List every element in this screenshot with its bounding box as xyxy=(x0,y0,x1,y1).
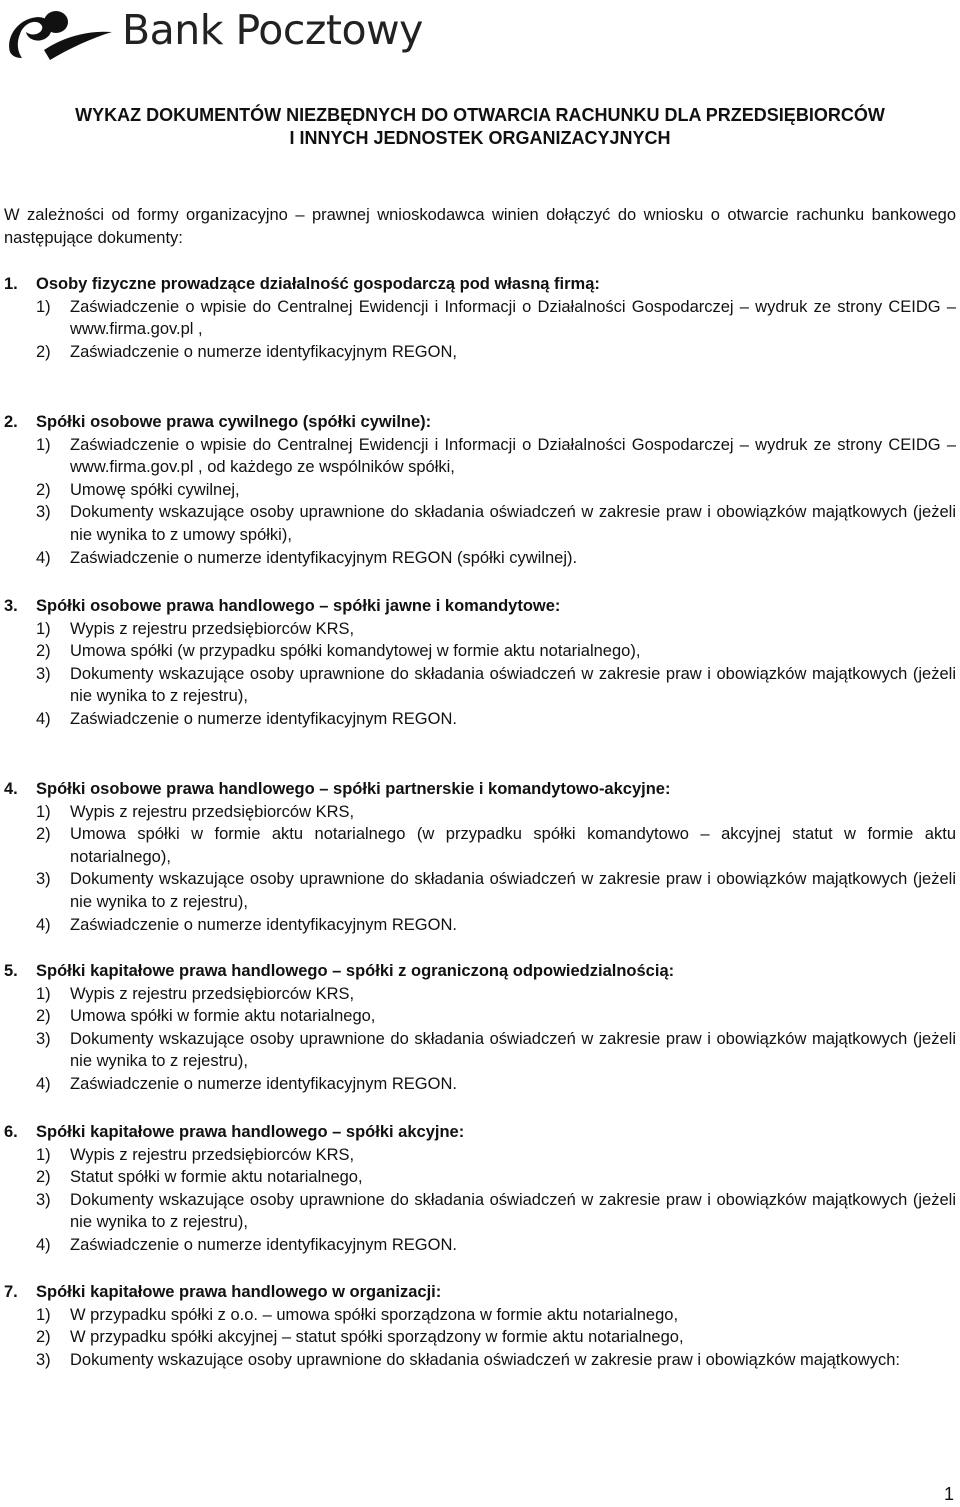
list-item xyxy=(4,434,956,479)
list-item xyxy=(4,663,956,708)
list-item-text: Umowa spółki (w przypadku spółki komandytowej w formie aktu notarialnego), xyxy=(70,642,641,661)
list-item-text: Umowę spółki cywilnej, xyxy=(70,480,240,499)
list-item xyxy=(4,547,956,570)
section-title xyxy=(4,595,956,618)
section-title-text: Spółki kapitałowe prawa handlowego – spółki akcyjne: xyxy=(36,1123,465,1141)
list-item-number: 4) xyxy=(36,709,51,728)
section xyxy=(4,778,956,936)
list-item-text: Zaświadczenie o numerze identyfikacyjnym REGON, xyxy=(70,342,457,361)
list-item-number: 4) xyxy=(36,548,51,567)
list-item-number: 4) xyxy=(36,1235,51,1254)
intro-paragraph: W zależności od formy organizacyjno – prawnej wnioskodawca winien dołączyć do wniosku o otwarcie rachunku bankowego następujące dokumenty: xyxy=(4,206,956,247)
section-title xyxy=(4,1121,956,1144)
list-item-text: Wypis z rejestru przedsiębiorców KRS, xyxy=(70,802,355,821)
list-item-text: Dokumenty wskazujące osoby uprawnione do składania oświadczeń w zakresie praw i obowiązków majątkowych (jeżeli nie wynika to z rejestru), xyxy=(70,1029,956,1071)
list-item-number: 3) xyxy=(36,870,51,889)
bank-logo-text: Bank Pocztowy xyxy=(122,6,423,54)
section-title-text: Osoby fizyczne prowadzące działalność gospodarczą pod własną firmą: xyxy=(36,275,600,293)
section-number: 1. xyxy=(4,275,18,293)
list-item-number: 3) xyxy=(36,1350,51,1369)
list-item xyxy=(4,640,956,663)
list-item xyxy=(4,914,956,937)
list-item-text: Zaświadczenie o wpisie do Centralnej Ewidencji i Informacji o Działalności Gospodarczej – wydruk ze strony CEIDG – www.firma.gov.pl , od każdego ze wspólników spółki, xyxy=(70,435,956,477)
section-title xyxy=(4,1281,956,1304)
list-item-number: 1) xyxy=(36,619,51,638)
list-item-number: 1) xyxy=(36,1305,51,1324)
section-title-text: Spółki osobowe prawa handlowego – spółki jawne i komandytowe: xyxy=(36,597,561,615)
section-number: 3. xyxy=(4,597,18,615)
section-title xyxy=(4,960,956,983)
list-item xyxy=(4,1144,956,1167)
list-item xyxy=(4,1166,956,1189)
list-item-text: W przypadku spółki z o.o. – umowa spółki sporządzona w formie aktu notarialnego, xyxy=(70,1305,679,1324)
list-item-text: Statut spółki w formie aktu notarialnego, xyxy=(70,1168,363,1187)
list-item-number: 2) xyxy=(36,342,51,361)
list-item xyxy=(4,708,956,731)
section-title xyxy=(4,411,956,434)
section-number: 4. xyxy=(4,780,18,798)
list-item-text: Wypis z rejestru przedsiębiorców KRS, xyxy=(70,1145,355,1164)
list-item xyxy=(4,983,956,1006)
document-title-line-2: I INNYCH JEDNOSTEK ORGANIZACYJNYCH xyxy=(289,128,671,148)
list-item-number: 1) xyxy=(36,802,51,821)
list-item-text: Umowa spółki w formie aktu notarialnego (w przypadku spółki komandytowo – akcyjnej statut w formie aktu notarialnego), xyxy=(70,825,956,866)
list-item xyxy=(4,1326,956,1349)
list-item-text: Zaświadczenie o numerze identyfikacyjnym REGON (spółki cywilnej). xyxy=(70,548,578,567)
list-item-number: 1) xyxy=(36,297,51,316)
list-item-number: 3) xyxy=(36,1029,51,1048)
section-title xyxy=(4,778,956,801)
page-number: 1 xyxy=(943,1484,954,1504)
list-item-number: 4) xyxy=(36,1074,51,1093)
list-item-text: Zaświadczenie o numerze identyfikacyjnym REGON. xyxy=(70,1235,457,1254)
list-item-number: 3) xyxy=(36,664,51,683)
section xyxy=(4,960,956,1096)
list-item-number: 1) xyxy=(36,984,51,1003)
list-item-number: 3) xyxy=(36,1190,51,1209)
list-item-number: 2) xyxy=(36,1328,51,1347)
section-title-text: Spółki osobowe prawa handlowego – spółki partnerskie i komandytowo-akcyjne: xyxy=(36,780,671,798)
list-item-text: Zaświadczenie o wpisie do Centralnej Ewidencji i Informacji o Działalności Gospodarczej – wydruk ze strony CEIDG – www.firma.gov.pl , xyxy=(70,297,956,339)
section xyxy=(4,273,956,363)
list-item xyxy=(4,1304,956,1327)
list-item xyxy=(4,341,956,364)
list-item xyxy=(4,1028,956,1073)
list-item-number: 2) xyxy=(36,1168,51,1187)
section-number: 6. xyxy=(4,1123,18,1141)
document-title-line-1: WYKAZ DOKUMENTÓW NIEZBĘDNYCH DO OTWARCIA RACHUNKU DLA PRZEDSIĘBIORCÓW xyxy=(75,105,885,125)
list-item-text: W przypadku spółki akcyjnej – statut spółki sporządzony w formie aktu notarialnego, xyxy=(70,1328,684,1347)
list-item-text: Dokumenty wskazujące osoby uprawnione do składania oświadczeń w zakresie praw i obowiązków majątkowych (jeżeli nie wynika to z rejestru), xyxy=(70,1190,956,1232)
section-title-text: Spółki kapitałowe prawa handlowego – spółki z ograniczoną odpowiedzialnością: xyxy=(36,962,675,980)
list-item-text: Dokumenty wskazujące osoby uprawnione do składania oświadczeń w zakresie praw i obowiązków majątkowych (jeżeli nie wynika to z rejestru), xyxy=(70,870,956,911)
list-item xyxy=(4,868,956,913)
list-item-number: 2) xyxy=(36,480,51,499)
list-item xyxy=(4,1234,956,1257)
list-item-number: 4) xyxy=(36,915,51,934)
section-title xyxy=(4,273,956,296)
section-number: 5. xyxy=(4,962,18,980)
list-item-number: 1) xyxy=(36,1145,51,1164)
list-item xyxy=(4,823,956,868)
list-item xyxy=(4,1349,956,1372)
list-item-text: Zaświadczenie o numerze identyfikacyjnym REGON. xyxy=(70,1074,457,1093)
bank-logo xyxy=(4,2,424,66)
list-item-text: Wypis z rejestru przedsiębiorców KRS, xyxy=(70,984,355,1003)
section xyxy=(4,595,956,731)
list-item-text: Zaświadczenie o numerze identyfikacyjnym REGON. xyxy=(70,915,457,934)
list-item-text: Zaświadczenie o numerze identyfikacyjnym REGON. xyxy=(70,709,457,728)
list-item xyxy=(4,1189,956,1234)
list-item xyxy=(4,618,956,641)
bank-logo-mark-icon xyxy=(4,2,116,64)
list-item-text: Dokumenty wskazujące osoby uprawnione do składania oświadczeń w zakresie praw i obowiązków majątkowych: xyxy=(70,1350,900,1369)
list-item-text: Dokumenty wskazujące osoby uprawnione do składania oświadczeń w zakresie praw i obowiązków majątkowych (jeżeli nie wynika to z umowy spółki), xyxy=(70,503,956,544)
list-item-number: 1) xyxy=(36,435,51,454)
list-item xyxy=(4,501,956,546)
list-item-number: 2) xyxy=(36,825,51,844)
list-item xyxy=(4,479,956,502)
list-item xyxy=(4,296,956,341)
list-item xyxy=(4,1073,956,1096)
section-title-text: Spółki osobowe prawa cywilnego (spółki cywilne): xyxy=(36,413,432,431)
list-item-text: Umowa spółki w formie aktu notarialnego, xyxy=(70,1007,376,1026)
list-item xyxy=(4,1005,956,1028)
section-title-text: Spółki kapitałowe prawa handlowego w organizacji: xyxy=(36,1283,442,1301)
list-item-text: Wypis z rejestru przedsiębiorców KRS, xyxy=(70,619,355,638)
section-number: 2. xyxy=(4,413,18,431)
section-number: 7. xyxy=(4,1283,18,1301)
list-item-number: 2) xyxy=(36,1007,51,1026)
section xyxy=(4,1281,956,1371)
section xyxy=(4,411,956,569)
document-title xyxy=(0,104,960,150)
list-item-number: 3) xyxy=(36,503,51,522)
list-item-text: Dokumenty wskazujące osoby uprawnione do składania oświadczeń w zakresie praw i obowiązków majątkowych (jeżeli nie wynika to z rejestru), xyxy=(70,664,956,706)
list-item xyxy=(4,801,956,824)
section xyxy=(4,1121,956,1257)
list-item-number: 2) xyxy=(36,642,51,661)
